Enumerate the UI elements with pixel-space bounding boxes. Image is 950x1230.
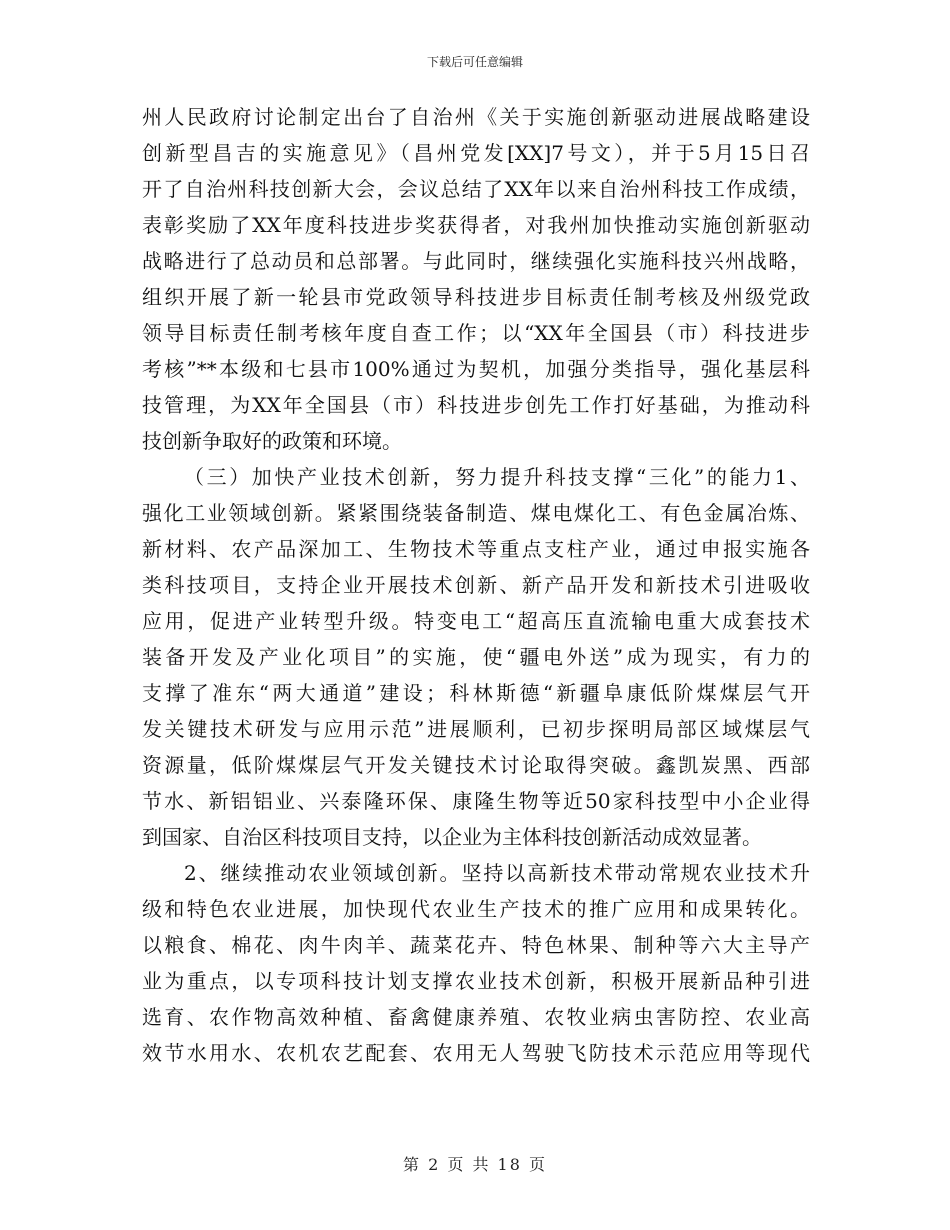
text-line: 创新型昌吉的实施意见》（昌州党发[XX]7号文），并于5月15日召 — [142, 141, 810, 165]
text-line: 强化工业领域创新。紧紧围绕装备制造、煤电煤化工、有色金属冶炼、 — [142, 501, 810, 525]
text-line: 级和特色农业进展，加快现代农业生产技术的推广应用和成果转化。 — [142, 897, 810, 921]
text-line: 以粮食、棉花、肉牛肉羊、蔬菜花卉、特色林果、制种等六大主导产 — [142, 933, 810, 957]
text-line: 资源量，低阶煤煤层气开发关键技术讨论取得突破。鑫凯炭黑、西部 — [142, 753, 810, 777]
text-line: 2、继续推动农业领域创新。坚持以高新技术带动常规农业技术升 — [184, 861, 810, 885]
page-header: 下载后可任意编辑 — [426, 55, 523, 69]
text-line: 领导目标责任制考核年度自查工作；以“XX年全国县（市）科技进步 — [142, 321, 810, 345]
text-line: 装备开发及产业化项目”的实施，使“疆电外送”成为现实，有力的 — [142, 645, 810, 669]
text-line: 战略进行了总动员和总部署。与此同时，继续强化实施科技兴州战略， — [142, 249, 810, 273]
text-line: 发关键技术研发与应用示范”进展顺利，已初步探明局部区域煤层气 — [142, 717, 810, 741]
text-line: 节水、新铝铝业、兴泰隆环保、康隆生物等近50家科技型中小企业得 — [142, 789, 810, 813]
page-footer: 第 2 页 共 18 页 — [403, 1155, 547, 1174]
text-line: 新材料、农产品深加工、生物技术等重点支柱产业，通过申报实施各 — [142, 537, 810, 561]
text-line: 到国家、自治区科技项目支持，以企业为主体科技创新活动成效显著。 — [142, 825, 762, 849]
document-body — [142, 99, 810, 1071]
text-line: （三）加快产业技术创新，努力提升科技支撑“三化”的能力1、 — [184, 465, 810, 489]
text-line: 类科技项目，支持企业开展技术创新、新产品开发和新技术引进吸收 — [142, 573, 810, 597]
text-line: 效节水用水、农机农艺配套、农用无人驾驶飞防技术示范应用等现代 — [142, 1041, 810, 1065]
text-line: 技创新争取好的政策和环境。 — [142, 429, 402, 453]
text-line: 应用，促进产业转型升级。特变电工“超高压直流输电重大成套技术 — [142, 609, 810, 633]
text-line: 选育、农作物高效种植、畜禽健康养殖、农牧业病虫害防控、农业高 — [142, 1005, 810, 1029]
text-line: 州人民政府讨论制定出台了自治州《关于实施创新驱动进展战略建设 — [142, 105, 810, 129]
text-line: 支撑了准东“两大通道”建设；科林斯德“新疆阜康低阶煤煤层气开 — [142, 681, 810, 705]
text-line: 组织开展了新一轮县市党政领导科技进步目标责任制考核及州级党政 — [142, 285, 810, 309]
text-line: 考核”**本级和七县市100%通过为契机，加强分类指导，强化基层科 — [142, 357, 810, 381]
text-line: 开了自治州科技创新大会，会议总结了XX年以来自治州科技工作成绩， — [142, 177, 810, 201]
text-line: 表彰奖励了XX年度科技进步奖获得者，对我州加快推动实施创新驱动 — [142, 213, 810, 237]
text-line: 业为重点，以专项科技计划支撑农业技术创新，积极开展新品种引进 — [142, 969, 810, 993]
text-line: 技管理，为XX年全国县（市）科技进步创先工作打好基础，为推动科 — [142, 393, 810, 417]
